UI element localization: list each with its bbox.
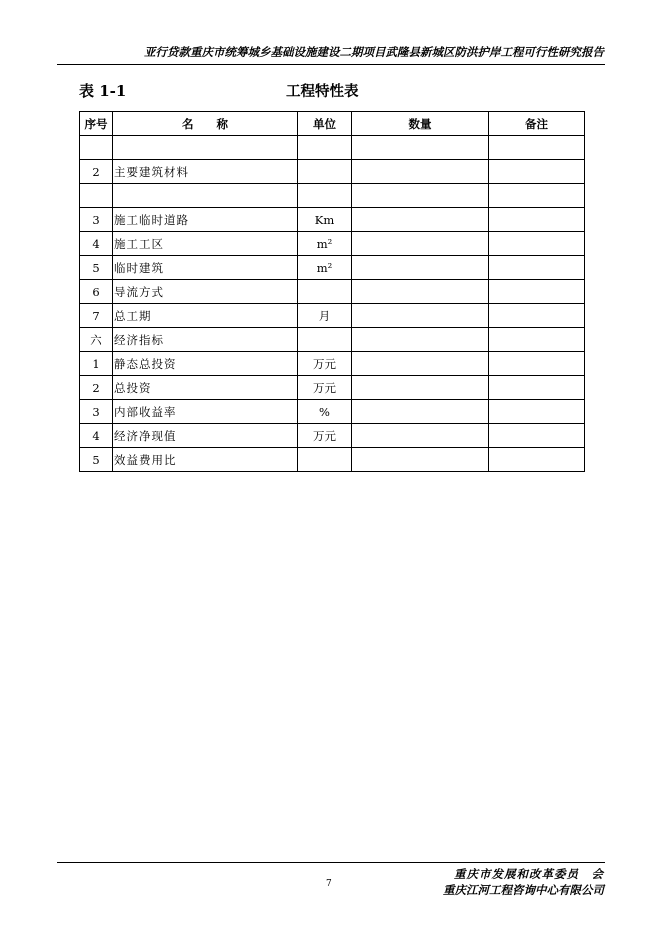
- table-row: [80, 256, 585, 280]
- cell-no: 2: [80, 160, 113, 184]
- header-remark: 备注: [489, 112, 585, 136]
- cell-name: 经济指标: [113, 328, 298, 352]
- table-row: [80, 328, 585, 352]
- cell-quantity: [352, 424, 489, 448]
- table-row: [80, 280, 585, 304]
- footer-organization-1: 重庆市发展和改革委员 会: [454, 867, 604, 881]
- cell-name: 施工临时道路: [113, 208, 298, 232]
- cell-name: 导流方式: [113, 280, 298, 304]
- table-row: [80, 304, 585, 328]
- page-number: 7: [326, 879, 332, 889]
- cell-remark: [489, 136, 585, 160]
- cell-name: 效益费用比: [113, 448, 298, 472]
- cell-quantity: [352, 328, 489, 352]
- cell-no: 2: [80, 376, 113, 400]
- cell-no: 1: [80, 352, 113, 376]
- footer-organization-2: 重庆江河工程咨询中心有限公司: [443, 883, 604, 897]
- table-number: 表 1-1: [79, 82, 127, 100]
- cell-quantity: [352, 376, 489, 400]
- cell-no: 6: [80, 280, 113, 304]
- cell-no: 六: [80, 328, 113, 352]
- cell-name: 经济净现值: [113, 424, 298, 448]
- cell-unit: [298, 448, 352, 472]
- cell-remark: [489, 256, 585, 280]
- cell-quantity: [352, 400, 489, 424]
- header-divider: [57, 64, 605, 65]
- cell-name: 临时建筑: [113, 256, 298, 280]
- table-row: [80, 424, 585, 448]
- cell-no: 5: [80, 448, 113, 472]
- table-row: [80, 376, 585, 400]
- cell-name: 总投资: [113, 376, 298, 400]
- engineering-characteristics-table: [79, 111, 585, 472]
- cell-remark: [489, 208, 585, 232]
- cell-remark: [489, 304, 585, 328]
- cell-unit: [298, 328, 352, 352]
- cell-remark: [489, 160, 585, 184]
- cell-remark: [489, 424, 585, 448]
- cell-quantity: [352, 208, 489, 232]
- cell-remark: [489, 184, 585, 208]
- header-quantity: 数量: [352, 112, 489, 136]
- cell-unit: [298, 160, 352, 184]
- cell-remark: [489, 376, 585, 400]
- table-row: [80, 448, 585, 472]
- cell-name: [113, 184, 298, 208]
- cell-name: 静态总投资: [113, 352, 298, 376]
- table-row: [80, 232, 585, 256]
- cell-remark: [489, 352, 585, 376]
- cell-unit: Km: [298, 208, 352, 232]
- cell-no: 4: [80, 424, 113, 448]
- cell-unit: [298, 184, 352, 208]
- cell-name: [113, 136, 298, 160]
- cell-quantity: [352, 136, 489, 160]
- cell-no: 7: [80, 304, 113, 328]
- cell-no: [80, 184, 113, 208]
- cell-no: 3: [80, 400, 113, 424]
- cell-name: 总工期: [113, 304, 298, 328]
- cell-quantity: [352, 160, 489, 184]
- cell-no: 3: [80, 208, 113, 232]
- cell-name: 主要建筑材料: [113, 160, 298, 184]
- cell-unit: 月: [298, 304, 352, 328]
- cell-unit: 万元: [298, 424, 352, 448]
- cell-quantity: [352, 304, 489, 328]
- cell-quantity: [352, 184, 489, 208]
- cell-unit: [298, 280, 352, 304]
- cell-remark: [489, 280, 585, 304]
- cell-remark: [489, 328, 585, 352]
- header-unit: 单位: [298, 112, 352, 136]
- cell-quantity: [352, 448, 489, 472]
- cell-remark: [489, 232, 585, 256]
- report-header-title: 亚行贷款重庆市统筹城乡基础设施建设二期项目武隆县新城区防洪护岸工程可行性研究报告: [144, 45, 604, 59]
- table-row: [80, 208, 585, 232]
- cell-unit: %: [298, 400, 352, 424]
- cell-unit: [298, 136, 352, 160]
- footer-divider: [57, 862, 605, 863]
- cell-no: [80, 136, 113, 160]
- cell-remark: [489, 400, 585, 424]
- cell-remark: [489, 448, 585, 472]
- cell-no: 5: [80, 256, 113, 280]
- cell-quantity: [352, 280, 489, 304]
- cell-quantity: [352, 352, 489, 376]
- cell-quantity: [352, 256, 489, 280]
- cell-name: 内部收益率: [113, 400, 298, 424]
- cell-name: 施工工区: [113, 232, 298, 256]
- cell-unit: m²: [298, 256, 352, 280]
- table-header-row: [80, 112, 585, 136]
- cell-no: 4: [80, 232, 113, 256]
- header-name: 名 称: [113, 112, 298, 136]
- table-row: [80, 136, 585, 160]
- header-no: 序号: [80, 112, 113, 136]
- table-row: [80, 184, 585, 208]
- cell-unit: m²: [298, 232, 352, 256]
- cell-unit: 万元: [298, 352, 352, 376]
- cell-unit: 万元: [298, 376, 352, 400]
- table-row: [80, 160, 585, 184]
- cell-quantity: [352, 232, 489, 256]
- table-row: [80, 400, 585, 424]
- table-title: 工程特性表: [286, 83, 359, 100]
- table-row: [80, 352, 585, 376]
